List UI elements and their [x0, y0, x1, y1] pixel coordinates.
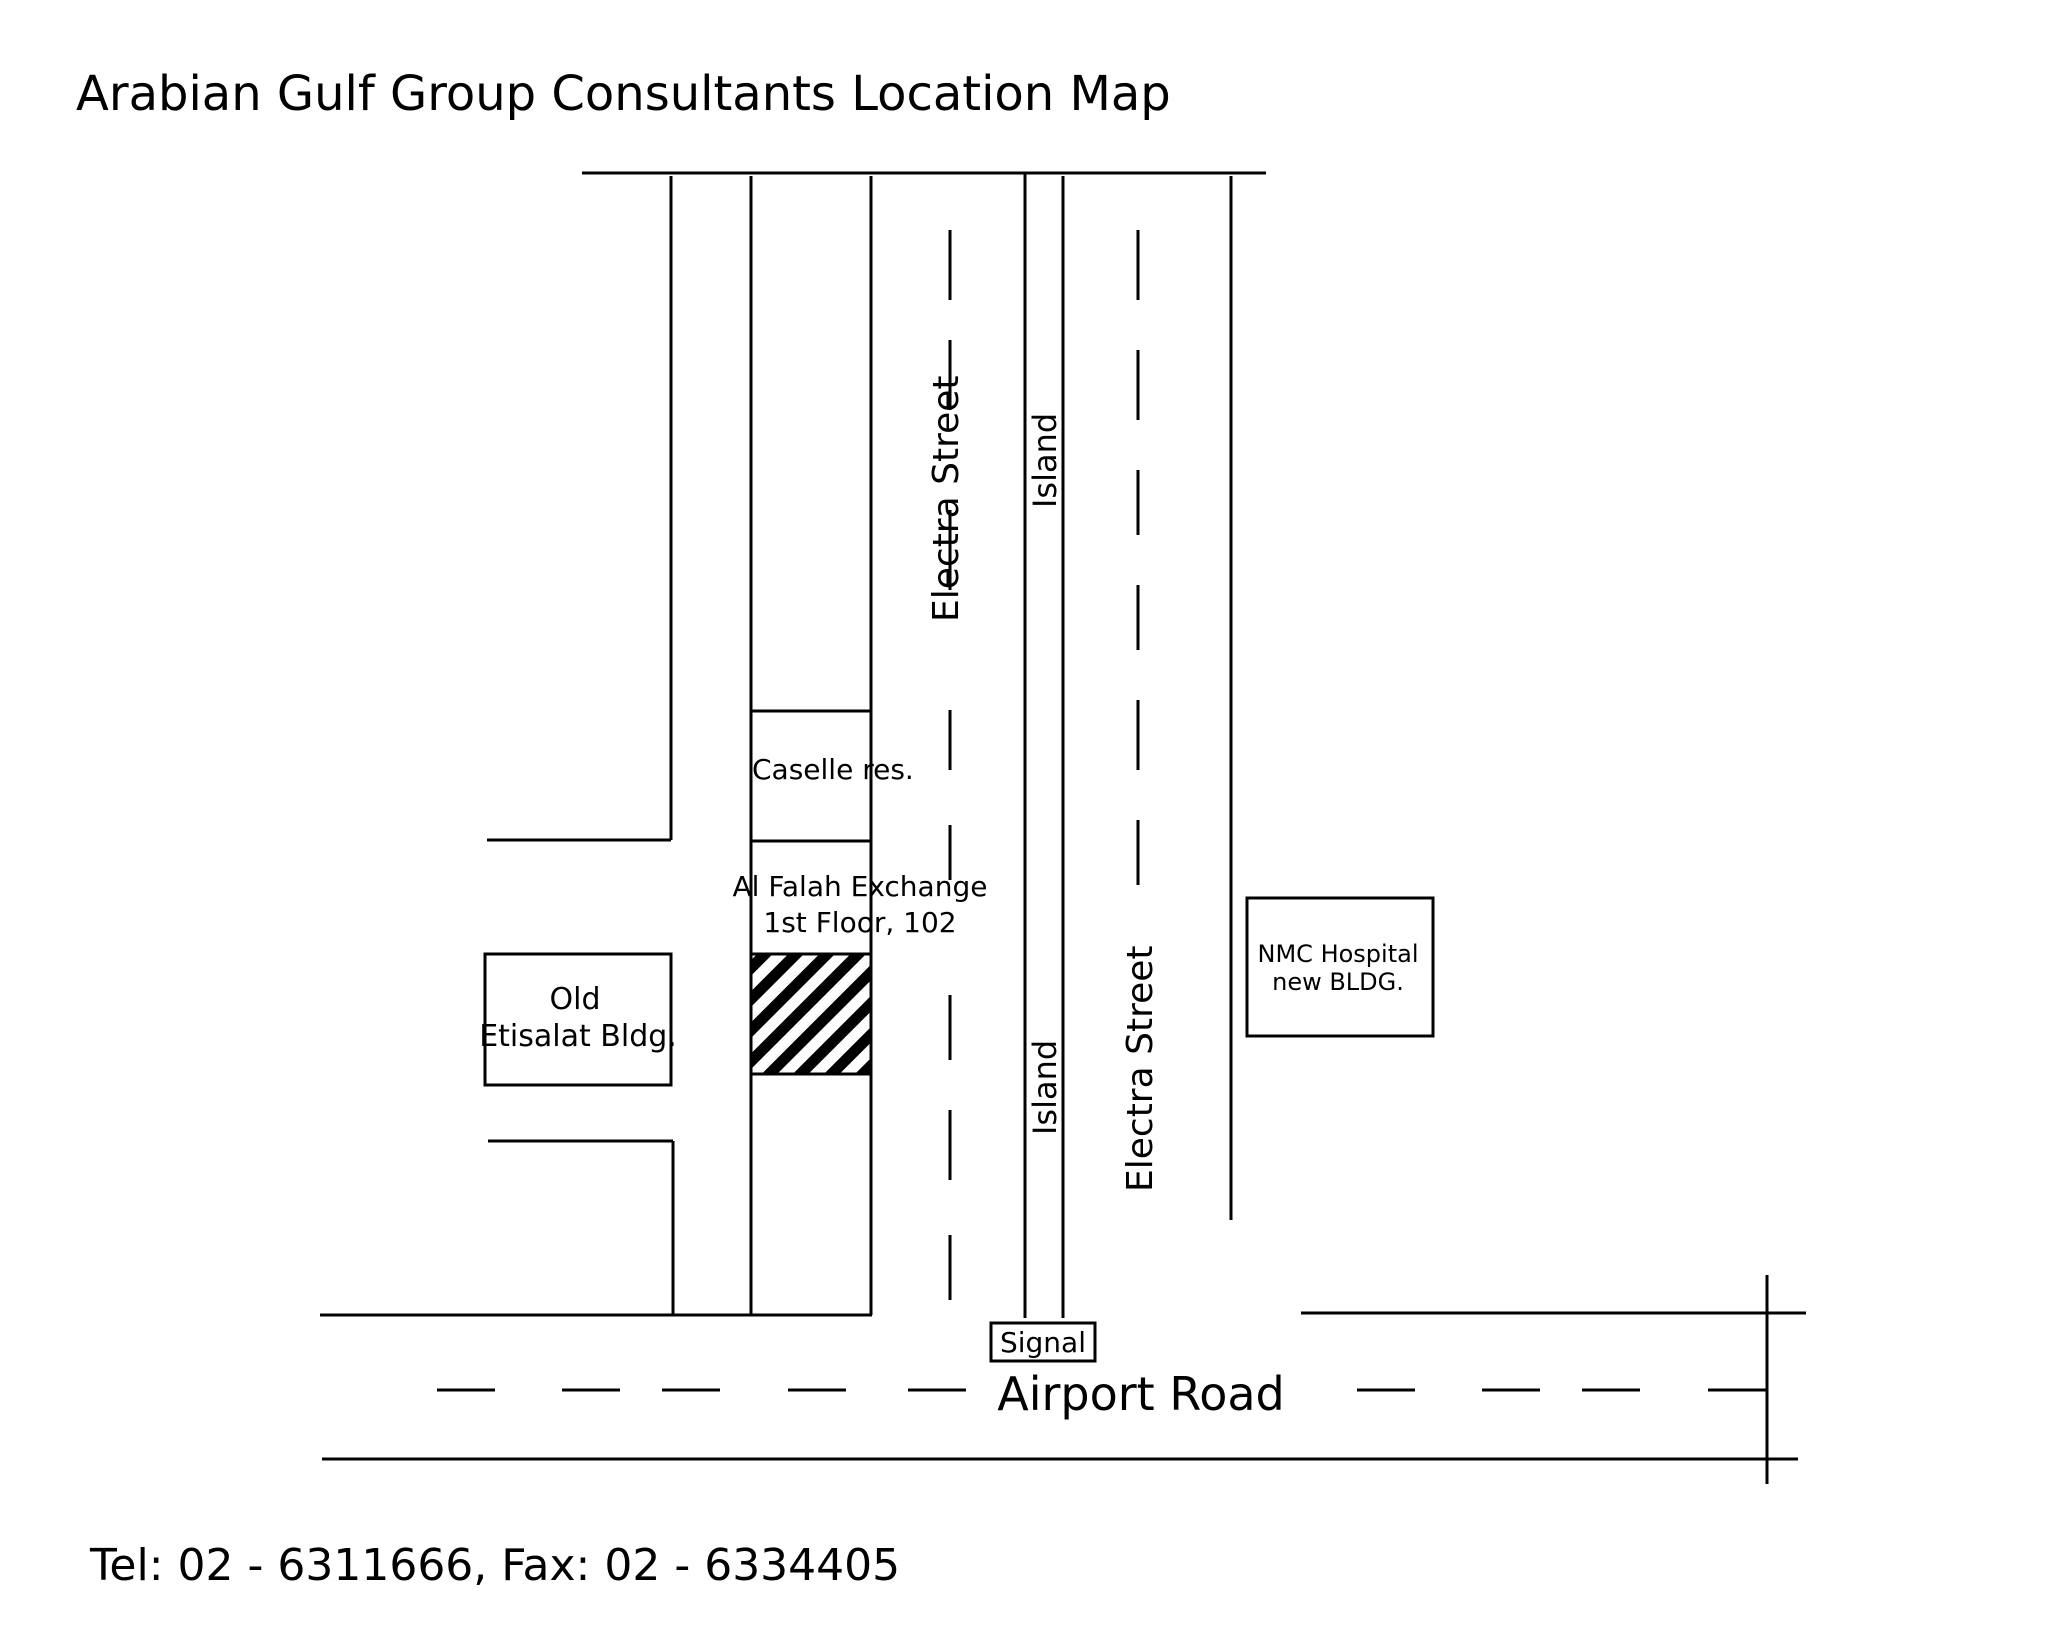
electra-street-east-label: Electra Street [1120, 945, 1161, 1192]
contact-info: Tel: 02 - 6311666, Fax: 02 - 6334405 [90, 1540, 901, 1591]
airport-road-label: Airport Road [997, 1367, 1285, 1421]
island-lower-label: Island [1026, 1039, 1064, 1135]
nmc-label-line1: NMC Hospital [1257, 940, 1419, 968]
road-lines [320, 173, 1806, 1484]
al-falah-label: Al Falah Exchange [732, 870, 988, 903]
etisalat-label-line1: Old [549, 982, 601, 1017]
map-title: Arabian Gulf Group Consultants Location Map [76, 66, 1171, 122]
signal-label: Signal [999, 1326, 1087, 1359]
island-upper-label: Island [1026, 412, 1064, 508]
al-falah-floor-label: 1st Floor, 102 [763, 906, 957, 939]
lane-dashes [437, 230, 1766, 1390]
caselle-label: Caselle res. [752, 753, 914, 786]
etisalat-label-line2: Etisalat Bldg. [479, 1019, 677, 1054]
al-falah-building-highlight [751, 954, 871, 1074]
nmc-label-line2: new BLDG. [1272, 968, 1404, 996]
electra-street-west-label: Electra Street [926, 375, 967, 622]
